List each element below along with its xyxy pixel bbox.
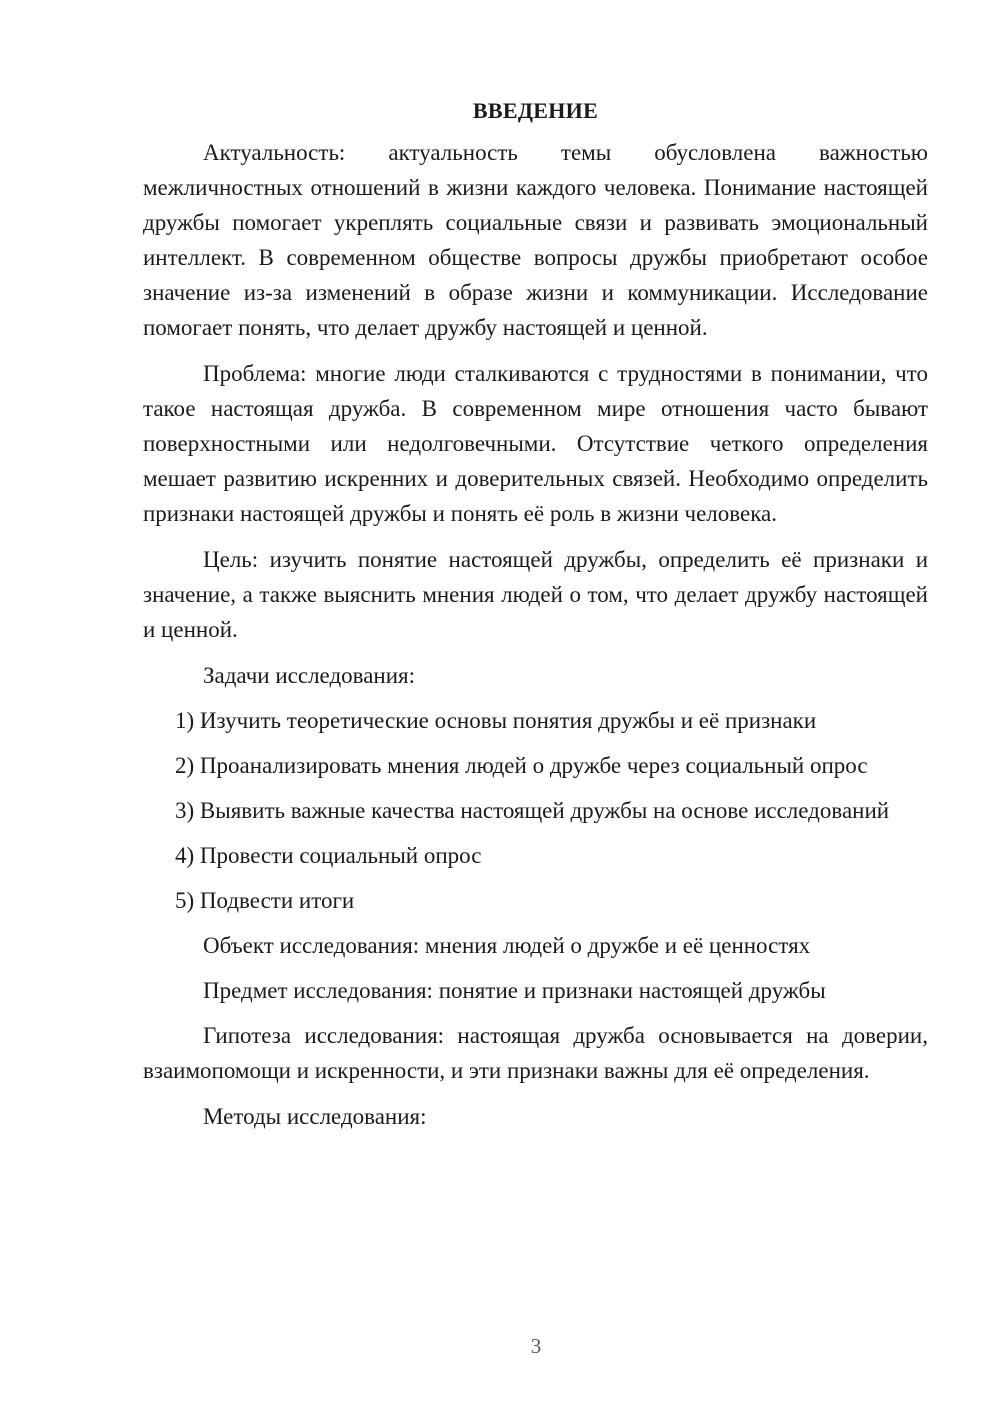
- tasks-heading: Задачи исследования:: [203, 663, 416, 688]
- goal-paragraph: Цель: изучить понятие настоящей дружбы, определить её признаки и значение, а также выяснить мнения людей о том, что делает дружбу настоящей и ценной.: [143, 547, 928, 642]
- document-page: [143, 93, 928, 1144]
- hypothesis-paragraph: Гипотеза исследования: настоящая дружба основывается на доверии, взаимопомощи и искренности, и эти признаки важны для её определения.: [143, 1023, 928, 1083]
- problem-paragraph: Проблема: многие люди сталкиваются с трудностями в понимании, что такое настоящая дружба. В современном мире отношения часто бывают поверхностными или недолговечными. Отсутствие четкого определения мешает развитию искренних и доверительных связей. Необходимо определить признаки настоящей дружбы и понять её роль в жизни человека.: [143, 361, 928, 526]
- task-item-1: 1) Изучить теоретические основы понятия дружбы и её признаки: [175, 708, 817, 733]
- section-title: ВВЕДЕНИЕ: [472, 98, 599, 123]
- methods-heading: Методы исследования:: [203, 1104, 427, 1129]
- task-item-2: 2) Проанализировать мнения людей о дружбе через социальный опрос: [175, 753, 868, 778]
- relevance-paragraph: Актуальность: актуальность темы обусловлена важностью межличностных отношений в жизни каждого человека. Понимание настоящей дружбы помогает укреплять социальные связи и развивать эмоциональный интеллект. В современном обществе вопросы дружбы приобретают особое значение из-за изменений в образе жизни и коммуникации. Исследование помогает понять, что делает дружбу настоящей и ценной.: [143, 140, 928, 340]
- task-item-3: 3) Выявить важные качества настоящей дружбы на основе исследований: [175, 798, 890, 823]
- task-item-4: 4) Провести социальный опрос: [175, 843, 482, 868]
- task-item-5: 5) Подвести итоги: [175, 888, 355, 913]
- object-line: Объект исследования: мнения людей о дружбе и её ценностях: [203, 933, 811, 958]
- page-number: 3: [530, 1334, 542, 1358]
- subject-line: Предмет исследования: понятие и признаки настоящей дружбы: [203, 978, 826, 1003]
